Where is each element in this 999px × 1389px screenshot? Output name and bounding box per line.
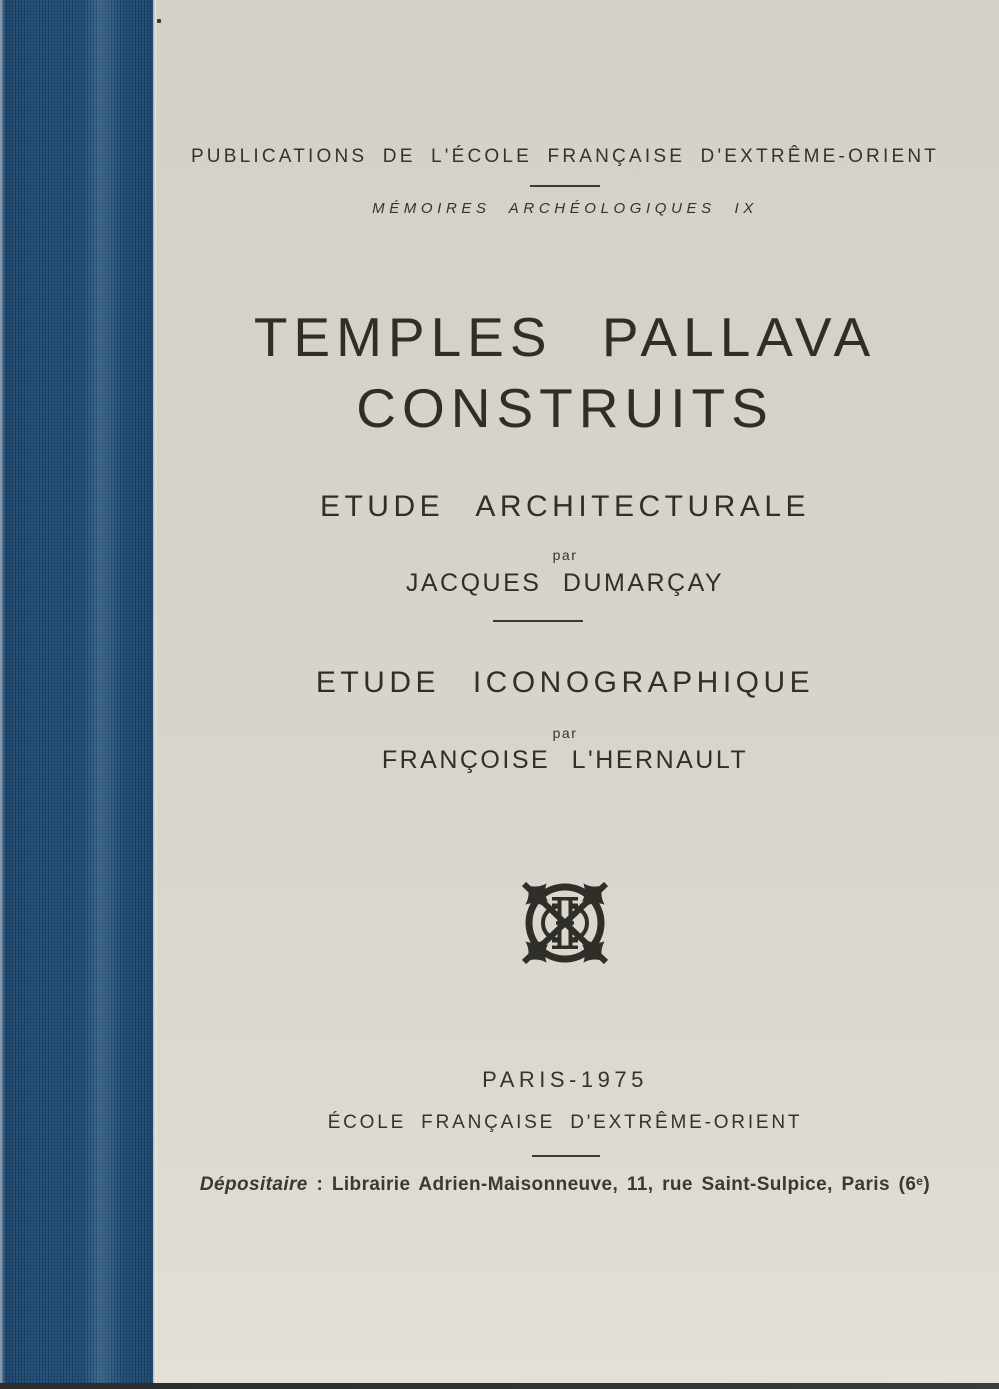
byline-architectural: par	[552, 547, 578, 563]
study-heading-architectural: ETUDE ARCHITECTURALE	[319, 490, 811, 523]
scan-bottom-edge	[0, 1383, 999, 1389]
depositary-label: Dépositaire	[199, 1174, 308, 1195]
divider-rule-middle	[493, 620, 583, 622]
book-title-line-1: TEMPLES PALLAVA	[253, 306, 877, 368]
divider-rule-top	[530, 185, 600, 187]
title-page-content	[132, 0, 998, 1389]
study-heading-iconographic: ETUDE ICONOGRAPHIQUE	[315, 666, 815, 699]
series-subtitle: MÉMOIRES ARCHÉOLOGIQUES IX	[372, 200, 758, 217]
author-lhernault: FRANÇOISE L'HERNAULT	[381, 746, 749, 774]
depositary-address: Librairie Adrien-Maisonneuve, 11, rue Saint-Sulpice, Paris (6	[331, 1174, 917, 1195]
book-spine	[0, 0, 153, 1389]
depositary-superscript: e	[916, 1174, 924, 1188]
imprint-city-year: PARIS-1975	[482, 1067, 648, 1092]
series-title: PUBLICATIONS DE L'ÉCOLE FRANÇAISE D'EXTRÊME-ORIENT	[190, 146, 940, 167]
imprint-publisher: ÉCOLE FRANÇAISE D'EXTRÊME-ORIENT	[327, 1112, 803, 1133]
book-title-line-2: CONSTRUITS	[356, 377, 774, 439]
divider-rule-bottom	[532, 1155, 600, 1157]
spine-left-edge	[0, 0, 5, 1389]
efeo-monogram-icon	[508, 870, 622, 976]
depositary-line	[132, 1175, 998, 1194]
spine-sheen	[82, 0, 122, 1389]
depositary-separator: :	[307, 1174, 332, 1195]
author-dumarcay: JACQUES DUMARÇAY	[405, 569, 725, 597]
byline-iconographic: par	[552, 725, 578, 741]
depositary-closing: )	[923, 1174, 931, 1195]
